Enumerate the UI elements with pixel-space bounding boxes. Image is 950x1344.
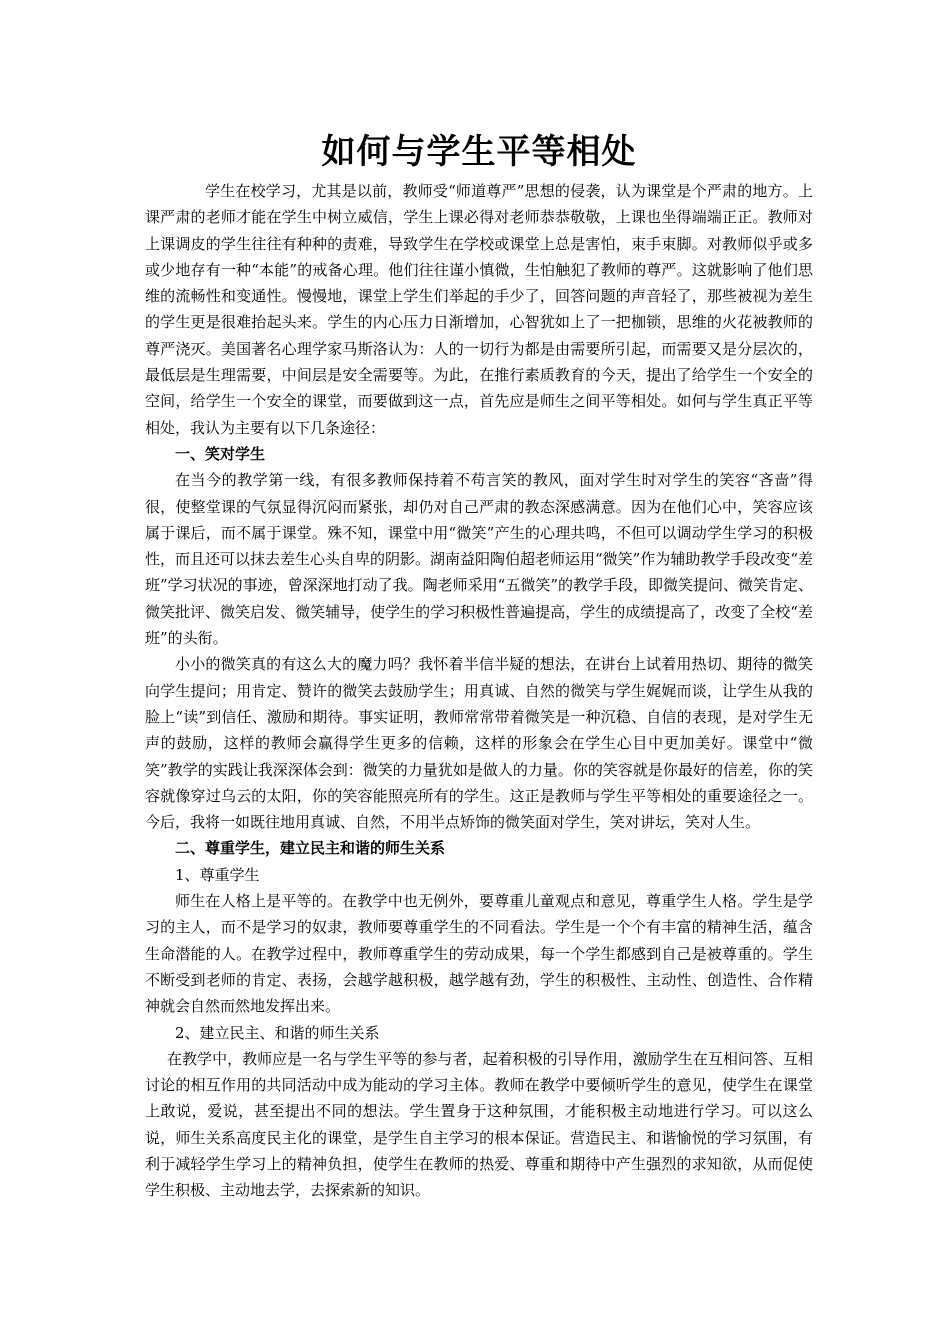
intro-paragraph: 学生在校学习，尤其是以前，教师受“师道尊严”思想的侵袭，认为课堂是个严肃的地方。上课严肃的老师才能在学生中树立威信，学生上课必得对老师恭恭敬敬，上课也坐得端端正正。教师对上课调皮的学生往往有种种的责难，导致学生在学校或课堂上总是害怕，束手束脚。对教师似乎或多或少地存有一种“本能”的戒备心理。他们往往谨小慎微，生怕触犯了教师的尊严。这就影响了他们思维的流畅性和变通性。慢慢地，课堂上学生们举起的手少了，回答问题的声音轻了，那些被视为差生的学生更是很难抬起头来。学生的内心压力日渐增加，心智犹如上了一把枷锁，思维的火花被教师的尊严浇灭。美国著名心理学家马斯洛认为：人的一切行为都是由需要所引起，而需要又是分层次的，最低层是生理需要，中间层是安全需要等。为此，在推行素质教育的今天，提出了给学生一个安全的空间，给学生一个安全的课堂，而要做到这一点，首先应是师生之间平等相处。如何与学生真正平等相处，我认为主要有以下几条途径： (145, 182, 813, 437)
section-1-paragraph-1: 在当今的教学第一线，有很多教师保持着不苟言笑的教风，面对学生时对学生的笑容“吝啬”得很，使整堂课的气氛显得沉闷而紧张，却仍对自己严肃的教态深感满意。因为在他们心中，笑容应该属于课后，而不属于课堂。殊不知，课堂中用“微笑”产生的心理共鸣，不但可以调动学生学习的积极性，而且还可以抹去差生心头自卑的阴影。湖南益阳陶伯超老师运用“微笑”作为辅助教学手段改变“差班”学习状况的事迹，曾深深地打动了我。陶老师采用“五微笑”的教学手段，即微笑提问、微笑肯定、微笑批评、微笑启发、微笑辅导，使学生的学习积极性普遍提高，学生的成绩提高了，改变了全校“差班”的头衔。 (145, 471, 814, 648)
section-2-paragraph-1: 师生在人格上是平等的。在教学中也无例外，要尊重儿童观点和意见，尊重学生人格。学生是学习的主人，而不是学习的奴隶，教师要尊重学生的不同看法。学生是一个个有丰富的精神生活，蕴含生命潜能的人。在教学过程中，教师尊重学生的劳动成果，每一个学生都感到自己是被尊重的。学生不断受到老师的肯定、表扬，会越学越积极，越学越有劲，学生的积极性、主动性、创造性、合作精神就会自然而然地发挥出来。 (145, 892, 813, 1016)
section-2-paragraph-2: 在教学中，教师应是一名与学生平等的参与者，起着积极的引导作用，激励学生在互相问答、互相讨论的相互作用的共同活动中成为能动的学习主体。教师在教学中要倾听学生的意见，使学生在课堂上敢说，爱说，甚至提出不同的想法。学生置身于这种氛围，才能积极主动地进行学习。可以这么说，师生关系高度民主化的课堂，是学生自主学习的根本保证。营造民主、和谐愉悦的学习氛围，有利于减轻学生学习上的精神负担，使学生在教师的热爱、尊重和期待中产生强烈的求知欲，从而促使学生积极、主动地去学，去探索新的知识。 (145, 1049, 813, 1200)
section-2-subheading-2: 2、建立民主、和谐的师生关系 (175, 1023, 380, 1042)
document-title: 如何与学生平等相处 (321, 132, 637, 172)
section-1-paragraph-2: 小小的微笑真的有这么大的魔力吗？我怀着半信半疑的想法，在讲台上试着用热切、期待的微笑向学生提问；用肯定、赞许的微笑去鼓励学生；用真诚、自然的微笑与学生娓娓而谈，让学生从我的脸上“读”到信任、激励和期待。事实证明，教师常常带着微笑是一种沉稳、自信的表现，是对学生无声的鼓励，这样的教师会赢得学生更多的信赖，这样的形象会在学生心目中更加美好。课堂中“微笑”教学的实践让我深深体会到：微笑的力量犹如是做人的力量。你的笑容就是你最好的信差，你的笑容就像穿过乌云的太阳，你的笑容能照亮所有的学生。这正是教师与学生平等相处的重要途径之一。今后，我将一如既往地用真诚、自然，不用半点矫饰的微笑面对学生，笑对讲坛，笑对人生。 (145, 655, 813, 832)
section-2-heading: 二、尊重学生，建立民主和谐的师生关系 (175, 839, 446, 858)
section-2-subheading-1: 1、尊重学生 (175, 865, 260, 884)
document-page (145, 126, 813, 1204)
section-1-heading: 一、笑对学生 (175, 444, 266, 463)
